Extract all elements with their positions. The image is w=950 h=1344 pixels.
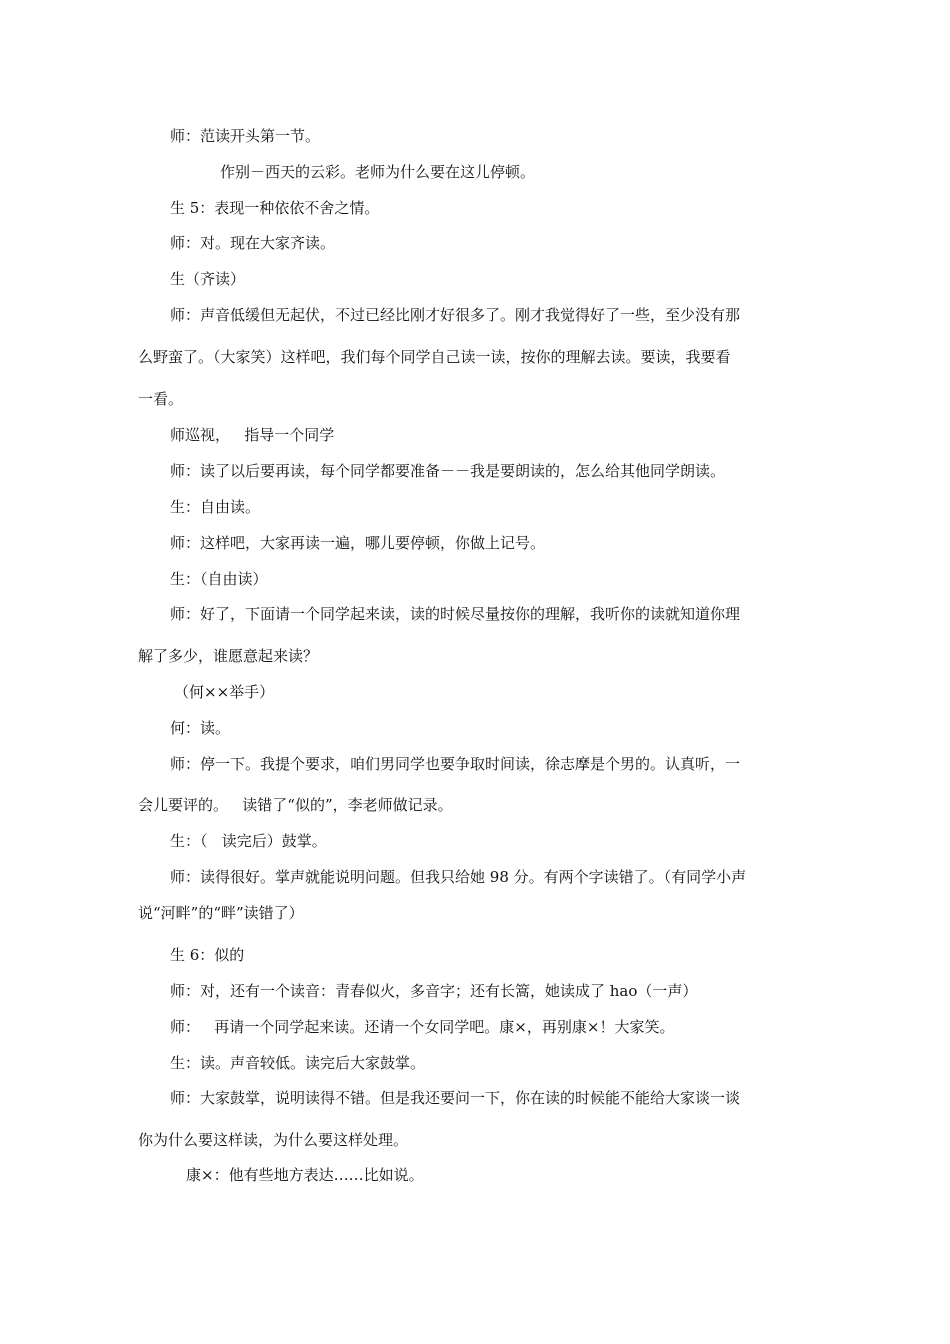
text-line: 会儿要评的。 读错了“似的”，李老师做记录。 [138, 796, 453, 814]
text-line: 师巡视， 指导一个同学 [170, 426, 335, 444]
text-line: （何××举手） [174, 683, 275, 701]
text-line: 作别－西天的云彩。老师为什么要在这儿停顿。 [220, 163, 536, 181]
text-line: 说“河畔”的“畔”读错了） [138, 904, 304, 922]
text-line: 师：对，还有一个读音：青春似火，多音字；还有长篙，她读成了 hao（一声） [170, 982, 698, 1000]
text-line: 师：范读开头第一节。 [170, 127, 321, 145]
text-line: 解了多少，谁愿意起来读？ [138, 647, 319, 665]
text-line: 师： 再请一个同学起来读。还请一个女同学吧。康×，再别康×！大家笑。 [170, 1018, 675, 1036]
text-line: 师：读得很好。掌声就能说明问题。但我只给她 98 分。有两个字读错了。（有同学小声 [170, 868, 747, 886]
text-line: 师：对。现在大家齐读。 [170, 234, 336, 252]
text-line: 生：自由读。 [170, 498, 261, 516]
text-line: 师：这样吧，大家再读一遍，哪儿要停顿，你做上记号。 [170, 534, 546, 552]
text-line: 你为什么要这样读，为什么要这样处理。 [138, 1131, 409, 1149]
text-line: 师：好了，下面请一个同学起来读，读的时候尽量按你的理解，我听你的读就知道你理 [170, 605, 741, 623]
text-line: 师：读了以后要再读，每个同学都要准备－－我是要朗读的，怎么给其他同学朗读。 [170, 462, 726, 480]
text-line: 生：（ 读完后）鼓掌。 [170, 832, 327, 850]
text-line: 生：（自由读） [170, 570, 268, 588]
text-line: 一看。 [138, 390, 184, 408]
text-line: 师：声音低缓但无起伏，不过已经比刚才好很多了。刚才我觉得好了一些，至少没有那 [170, 306, 741, 324]
text-line: 生：读。声音较低。读完后大家鼓掌。 [170, 1054, 426, 1072]
text-line: 生（齐读） [170, 270, 246, 288]
text-line: 康×：他有些地方表达……比如说。 [186, 1166, 424, 1184]
text-line: 何：读。 [170, 719, 231, 737]
text-line: 师：停一下。我提个要求，咱们男同学也要争取时间读，徐志摩是个男的。认真听，一 [170, 755, 741, 773]
text-line: 生 5：表现一种依依不舍之情。 [170, 199, 380, 217]
text-line: 师：大家鼓掌，说明读得不错。但是我还要问一下，你在读的时候能不能给大家谈一谈 [170, 1089, 741, 1107]
text-line: 生 6：似的 [170, 946, 245, 964]
text-line: 么野蛮了。（大家笑）这样吧，我们每个同学自己读一读，按你的理解去读。要读，我要看 [138, 348, 731, 366]
